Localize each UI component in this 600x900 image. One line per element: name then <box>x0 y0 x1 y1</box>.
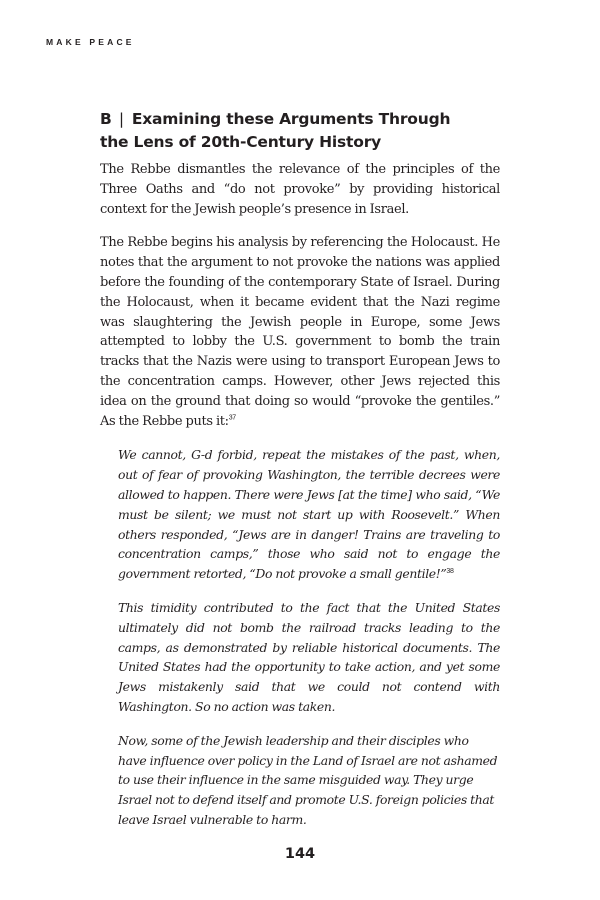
section-label: B <box>100 110 112 128</box>
block-quote: This timidity contributed to the fact that the United States ultimately did not bomb the railroad tracks leading to the camps, as demonstrated by reliable historical documents. The United States had the opportunity to take action, and yet some Jews mistakenly said that we could not contend with Washington. So no action was taken. <box>118 599 500 714</box>
block-quote <box>118 445 500 584</box>
page-body <box>100 108 500 844</box>
block-quote-text: We cannot, G-d forbid, repeat the mistakes of the past, when, out of fear of provoking Washington, the terrible decrees were allowed to happen. There were Jews [at the time] who said, “We must be silent; we must not start up with Roosevelt.” When others responded, “Jews are in danger! Trains are traveling to concentration camps,” those who said not to engage the government retorted, “Do not provoke a small gentile!” <box>118 447 500 582</box>
paragraph-text: The Rebbe begins his analysis by referencing the Holocaust. He notes that the argument to not provoke the nations was applied before the founding of the contemporary State of Israel. During the Holocaust, when it became evident that the Nazi regime was slaughtering the Jewish people in Europe, some Jews attempted to lobby the U.S. government to bomb the train tracks that the Nazis were using to transport European Jews to the concentration camps. However, other Jews rejected this idea on the ground that doing so would “provoke the gentiles.” As the Rebbe puts it: <box>100 235 500 429</box>
footnote-ref: 37 <box>228 414 236 422</box>
section-heading <box>100 108 500 154</box>
footnote-ref: 38 <box>446 568 454 576</box>
paragraph: The Rebbe dismantles the relevance of the principles of the Three Oaths and “do not provoke” by providing historical context for the Jewish people’s presence in Israel. <box>100 162 500 217</box>
paragraph <box>100 233 500 431</box>
section-title-line2: the Lens of 20th-Century History <box>100 133 382 151</box>
page-number: 144 <box>284 846 316 862</box>
section-title-line1: Examining these Arguments Through <box>131 110 451 128</box>
block-quote: Now, some of the Jewish leadership and their disciples who have influence over policy in the Land of Israel are not ashamed to use their influence in the same misguided way. They urge Israel not to defend itself and promote U.S. foreign policies that leave Israel vulnerable to harm. <box>118 732 498 827</box>
section-separator: | <box>118 110 124 128</box>
running-head: MAKE PEACE <box>46 37 135 47</box>
